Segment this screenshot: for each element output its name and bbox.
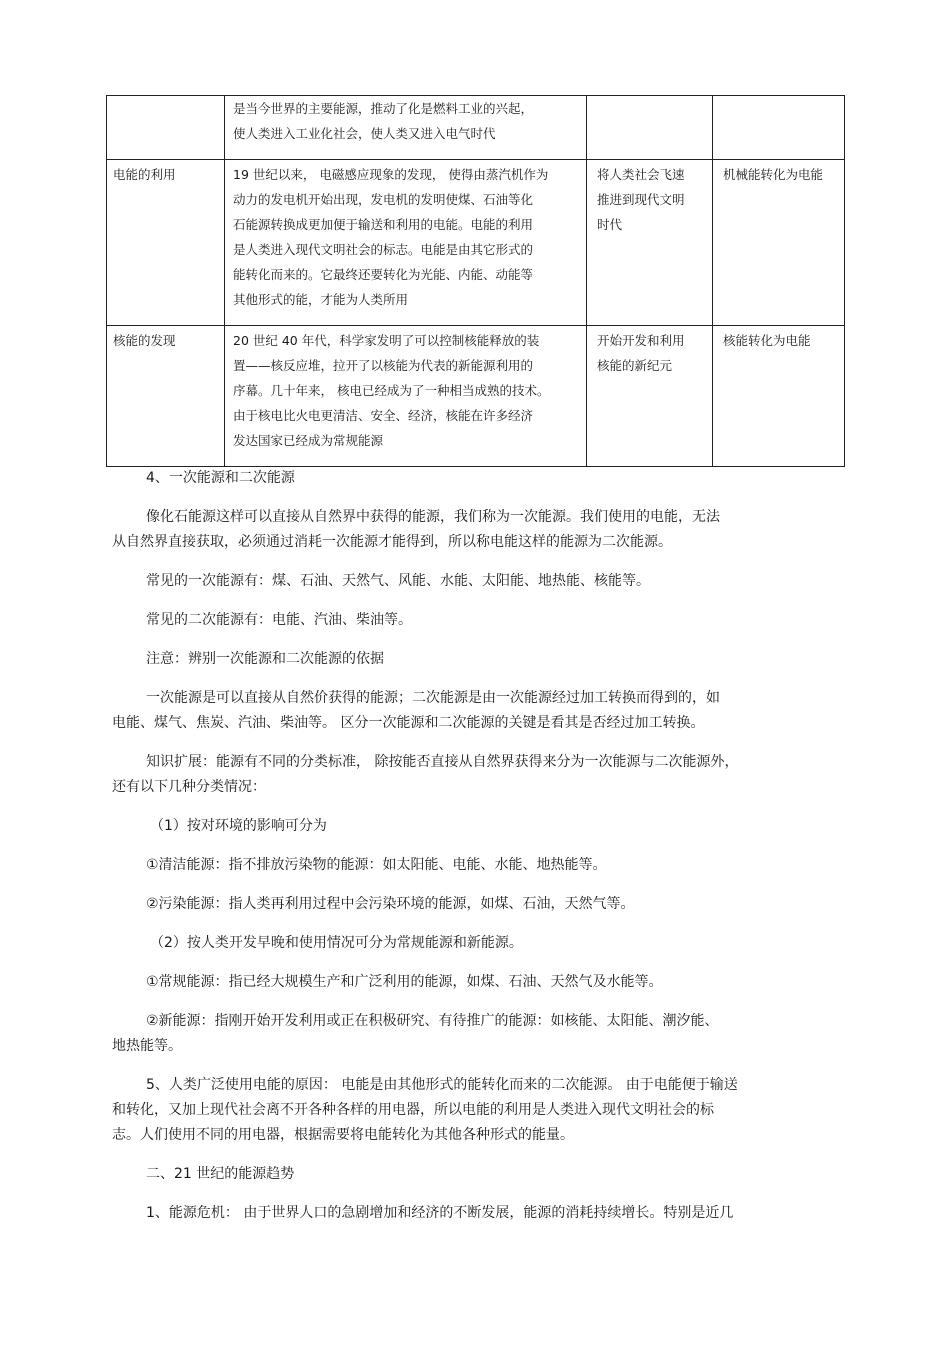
paragraph-distinction: 一次能源是可以直接从自然价获得的能源；二次能源是由一次能源经过加工转换而得到的，如 电能、煤气、焦炭、汽油、柴油等。 区分一次能源和二次能源的关键是看其是否经过加工转换。 <box>112 690 720 731</box>
paragraph-classification-1: （1）按对环境的影响可分为 <box>150 818 327 834</box>
cell-name: 电能的利用 <box>107 160 225 326</box>
paragraph-clean-energy: ①清洁能源：指不排放污染物的能源：如太阳能、电能、水能、地热能等。 <box>146 857 607 873</box>
body-text <box>112 466 832 1240</box>
cell-conversion <box>713 96 845 160</box>
paragraph-note: 注意：辨别一次能源和二次能源的依据 <box>146 651 384 667</box>
cell-conversion: 核能转化为电能 <box>713 326 845 467</box>
section-heading-energy-trends: 二、21 世纪的能源趋势 <box>146 1166 295 1182</box>
paragraph-secondary-list: 常见的二次能源有：电能、汽油、柴油等。 <box>146 612 412 628</box>
cell-conversion: 机械能转化为电能 <box>713 160 845 326</box>
paragraph-energy-crisis: 1、能源危机： 由于世界人口的急剧增加和经济的不断发展，能源的消耗持续增长。特别是近几 <box>146 1205 734 1221</box>
paragraph-classification-2: （2）按人类开发早晚和使用情况可分为常规能源和新能源。 <box>150 935 523 951</box>
table-row <box>107 160 845 326</box>
cell-description: 是当今世界的主要能源，推动了化是燃料工业的兴起， 使人类进入工业化社会，使人类又进入电气时代 <box>225 96 587 160</box>
cell-significance: 开始开发和利用 核能的新纪元 <box>587 326 713 467</box>
section-heading-primary-secondary: 4、一次能源和二次能源 <box>146 470 295 486</box>
paragraph-extension: 知识扩展：能源有不同的分类标准， 除按能否直接从自然界获得来分为一次能源与二次能源外， 还有以下几种分类情况： <box>112 754 739 795</box>
cell-description: 19 世纪以来， 电磁感应现象的发现， 使得由蒸汽机作为 动力的发电机开始出现，发电机的发明使煤、石油等化 石能源转换成更加便于输送和利用的电能。电能的利用 是人类进入现代文明社会的标志。电能是由其它形式的 能转化而来的。它最终还要转化为光能、内能、动能等 其他形式的能，才能为人类所用 <box>225 160 587 326</box>
paragraph-conventional-energy: ①常规能源：指已经大规模生产和广泛利用的能源，如煤、石油、天然气及水能等。 <box>146 974 663 990</box>
table-row <box>107 96 845 160</box>
paragraph-primary-list: 常见的一次能源有：煤、石油、天然气、风能、水能、太阳能、地热能、核能等。 <box>146 573 650 589</box>
cell-name <box>107 96 225 160</box>
paragraph-polluting-energy: ②污染能源：指人类再利用过程中会污染环境的能源，如煤、石油，天然气等。 <box>146 896 635 912</box>
cell-name: 核能的发现 <box>107 326 225 467</box>
cell-significance <box>587 96 713 160</box>
paragraph-electricity-reasons: 5、人类广泛使用电能的原因： 电能是由其他形式的能转化而来的二次能源。 由于电能便于输送 和转化，又加上现代社会离不开各种各样的用电器，所以电能的利用是人类进入现代文明社会的标 志。人们使用不同的用电器，根据需要将电能转化为其他各种形式的能量。 <box>112 1077 738 1143</box>
cell-description: 20 世纪 40 年代，科学家发明了可以控制核能释放的装 置——核反应堆，拉开了以核能为代表的新能源利用的 序幕。几十年来， 核电已经成为了一种相当成熟的技术。 由于核电比火电更清洁、安全、经济，核能在许多经济 发达国家已经成为常规能源 <box>225 326 587 467</box>
energy-history-table <box>106 95 845 467</box>
paragraph-new-energy: ②新能源：指刚开始开发利用或正在积极研究、有待推广的能源：如核能、太阳能、潮汐能、 地热能等。 <box>112 1013 719 1054</box>
cell-significance: 将人类社会飞速 推进到现代文明 时代 <box>587 160 713 326</box>
paragraph-definition: 像化石能源这样可以直接从自然界中获得的能源，我们称为一次能源。我们使用的电能，无法 从自然界直接获取，必须通过消耗一次能源才能得到，所以称电能这样的能源为二次能源。 <box>112 509 720 550</box>
table-row <box>107 326 845 467</box>
